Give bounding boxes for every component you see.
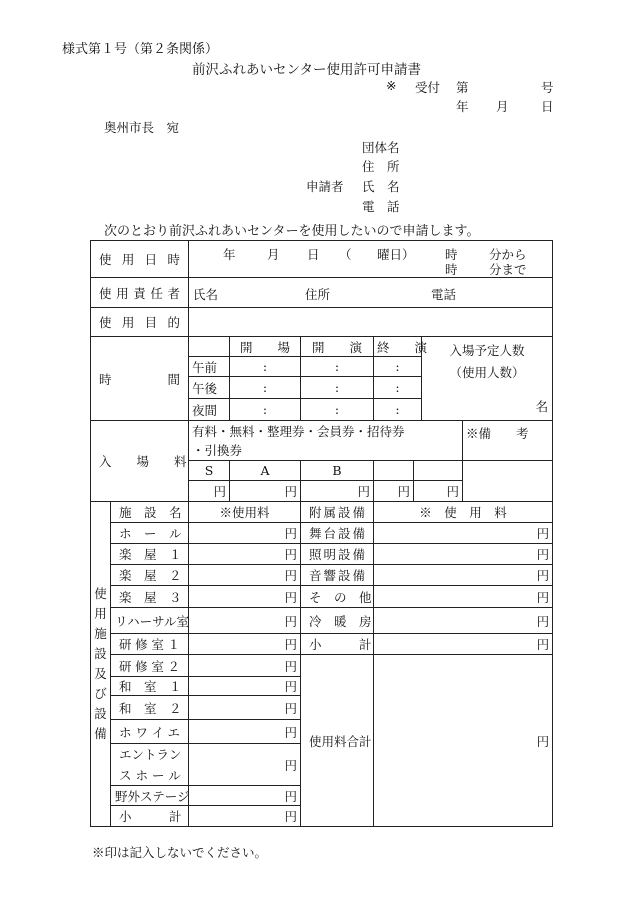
room-subtotal-label: 小 計 — [111, 806, 189, 827]
admission-types[interactable] — [189, 421, 463, 461]
manager-phone-label: 電話 — [431, 287, 457, 302]
use-date-weekday: 曜日） — [377, 247, 415, 262]
room-name: ホワイエ — [111, 720, 189, 744]
admission-class: A — [230, 461, 301, 481]
purpose-label: 使用目的 — [91, 308, 189, 337]
col-start: 開 演 — [301, 337, 374, 357]
equipment-fee[interactable]: 円 — [374, 565, 553, 586]
date-day: 日 — [541, 99, 554, 114]
equipment-subtotal[interactable]: 円 — [374, 634, 553, 655]
room-fee[interactable]: 円 — [189, 586, 301, 608]
equipment-name: 舞台設備 — [301, 523, 374, 544]
room-name: 楽 屋 １ — [111, 544, 189, 565]
room-fee[interactable]: 円 — [189, 565, 301, 586]
facility-row — [91, 544, 553, 565]
facility-row — [91, 608, 553, 634]
use-date-month: 月 — [267, 247, 280, 262]
addressee: 奥州市長 宛 — [104, 120, 180, 135]
applicant-label: 申請者 — [306, 179, 344, 194]
admission-class: B — [301, 461, 374, 481]
admission-price[interactable]: 円 — [414, 481, 463, 502]
purpose-field[interactable] — [189, 308, 553, 337]
side-char: 施 — [94, 626, 107, 641]
time-cell[interactable]: : — [230, 377, 301, 399]
side-char: 設 — [94, 646, 107, 661]
date-year: 年 — [456, 99, 469, 114]
room-name: 楽 屋 ３ — [111, 586, 189, 608]
equipment-fee[interactable]: 円 — [374, 523, 553, 544]
col-open: 開 場 — [230, 337, 301, 357]
manager-field[interactable] — [189, 278, 553, 308]
manager-address-label: 住所 — [305, 287, 331, 302]
use-date-hour2: 時 — [445, 262, 458, 277]
col-equipment-fee: ※ 使 用 料 — [374, 502, 553, 523]
manager-name-label: 氏名 — [193, 287, 219, 302]
attendance-sub: （使用人数） — [449, 365, 525, 380]
use-date-row — [91, 241, 553, 278]
room-fee[interactable]: 円 — [189, 544, 301, 565]
admission-types-line1: 有料・無料・整理券・会員券・招待券 — [192, 424, 405, 439]
equipment-name: 冷 暖 房 — [301, 608, 374, 634]
facility-row — [91, 565, 553, 586]
facility-row — [91, 655, 553, 677]
time-cell[interactable]: : — [301, 377, 374, 399]
use-date-until: 分まで — [489, 262, 527, 277]
col-facility-name: 施 設 名 — [111, 502, 189, 523]
admission-class — [374, 461, 414, 481]
attendance-cell[interactable] — [422, 337, 553, 421]
side-char: び — [94, 686, 107, 701]
facilities-header-row — [91, 502, 553, 523]
name-label: 氏 名 — [362, 179, 400, 194]
use-date-paren: （ — [339, 247, 352, 262]
room-fee[interactable]: 円 — [189, 608, 301, 634]
room-fee[interactable]: 円 — [189, 786, 301, 806]
address-label: 住 所 — [362, 159, 400, 174]
room-subtotal[interactable]: 円 — [189, 806, 301, 827]
room-name: 和 室 １ — [111, 677, 189, 696]
equipment-name: 照明設備 — [301, 544, 374, 565]
side-char: 設 — [94, 706, 107, 721]
room-name: 野外ステージ — [111, 786, 189, 806]
time-cell[interactable]: : — [374, 399, 422, 421]
side-char: 用 — [94, 606, 107, 621]
time-cell[interactable]: : — [230, 357, 301, 377]
phone-label: 電 話 — [362, 199, 400, 214]
room-name: 楽 屋 ２ — [111, 565, 189, 586]
facility-row — [91, 523, 553, 544]
use-date-day: 日 — [307, 247, 320, 262]
form-title: 前沢ふれあいセンター使用許可申請書 — [192, 62, 421, 78]
room-fee[interactable]: 円 — [189, 677, 301, 696]
receipt-dai: 第 — [456, 80, 469, 95]
form-number: 様式第１号（第２条関係） — [62, 42, 219, 57]
use-date-label: 使用日時 — [91, 241, 189, 278]
equipment-fee[interactable]: 円 — [374, 544, 553, 565]
facility-row — [91, 586, 553, 608]
admission-types-line2: ・引換券 — [192, 443, 243, 458]
side-char: 備 — [94, 726, 107, 741]
time-row-label: 午後 — [189, 377, 230, 399]
room-fee[interactable]: 円 — [189, 720, 301, 744]
room-name: ス ホ ー ル — [111, 765, 189, 786]
use-date-from: 分から — [489, 247, 527, 262]
room-name: 研修室１ — [111, 634, 189, 655]
col-facility-fee: ※使用料 — [189, 502, 301, 523]
manager-row — [91, 278, 553, 308]
use-date-year: 年 — [223, 247, 236, 262]
time-cell[interactable]: : — [301, 399, 374, 421]
admission-price[interactable]: 円 — [301, 481, 374, 502]
time-corner — [189, 337, 230, 357]
admission-label: 入 場 料 — [91, 421, 189, 502]
col-equipment: 附属設備 — [301, 502, 374, 523]
admission-price[interactable]: 円 — [230, 481, 301, 502]
room-fee[interactable]: 円 — [189, 523, 301, 544]
purpose-row — [91, 308, 553, 337]
receipt-mark: ※ — [386, 78, 397, 93]
equipment-fee[interactable]: 円 — [374, 586, 553, 608]
time-cell[interactable]: : — [301, 357, 374, 377]
receipt-go: 号 — [541, 80, 554, 95]
admission-class: S — [189, 461, 230, 481]
col-end: 終 演 — [374, 337, 422, 357]
time-cell[interactable]: : — [230, 399, 301, 421]
room-name: 研修室２ — [111, 655, 189, 677]
time-row-label: 午前 — [189, 357, 230, 377]
room-fee[interactable]: 円 — [189, 634, 301, 655]
room-name: 和 室 ２ — [111, 696, 189, 720]
use-date-hour1: 時 — [445, 247, 458, 262]
total-label: 使用料合計 — [301, 655, 374, 827]
receipt-label: 受付 — [415, 80, 441, 95]
time-label: 時 間 — [91, 337, 189, 421]
equipment-fee[interactable]: 円 — [374, 608, 553, 634]
attendance-unit: 名 — [535, 399, 549, 414]
time-header-row — [91, 337, 553, 357]
admission-price[interactable]: 円 — [374, 481, 414, 502]
date-month: 月 — [496, 99, 509, 114]
admission-class — [414, 461, 463, 481]
room-fee[interactable]: 円 — [189, 744, 301, 786]
admission-row — [91, 421, 553, 461]
footer-note: ※印は記入しないでください。 — [92, 845, 268, 860]
time-cell[interactable]: : — [374, 377, 422, 399]
note-field[interactable] — [463, 461, 553, 502]
facilities-side-label — [91, 502, 111, 827]
room-name: ホ ー ル — [111, 523, 189, 544]
manager-label: 使用責任者 — [91, 278, 189, 308]
attendance-label: 入場予定人数 — [449, 343, 525, 358]
time-row-label: 夜間 — [189, 399, 230, 421]
room-fee[interactable]: 円 — [189, 655, 301, 677]
equipment-subtotal-label: 小 計 — [301, 634, 374, 655]
equipment-name: そ の 他 — [301, 586, 374, 608]
equipment-name: 音響設備 — [301, 565, 374, 586]
time-cell[interactable]: : — [374, 357, 422, 377]
facility-row — [91, 634, 553, 655]
note-label: ※備 考 — [463, 421, 553, 461]
side-char: 使 — [94, 586, 107, 601]
total-fee[interactable]: 円 — [374, 655, 553, 827]
side-char: 及 — [94, 666, 107, 681]
room-name: エントラン — [111, 744, 189, 765]
intro-text: 次のとおり前沢ふれあいセンターを使用したいので申請します。 — [104, 224, 480, 239]
application-table — [90, 240, 553, 827]
room-name: リハーサル室 — [111, 608, 189, 634]
use-date-field[interactable] — [189, 241, 553, 278]
admission-price[interactable]: 円 — [189, 481, 230, 502]
room-fee[interactable]: 円 — [189, 696, 301, 720]
org-label: 団体名 — [362, 140, 400, 155]
